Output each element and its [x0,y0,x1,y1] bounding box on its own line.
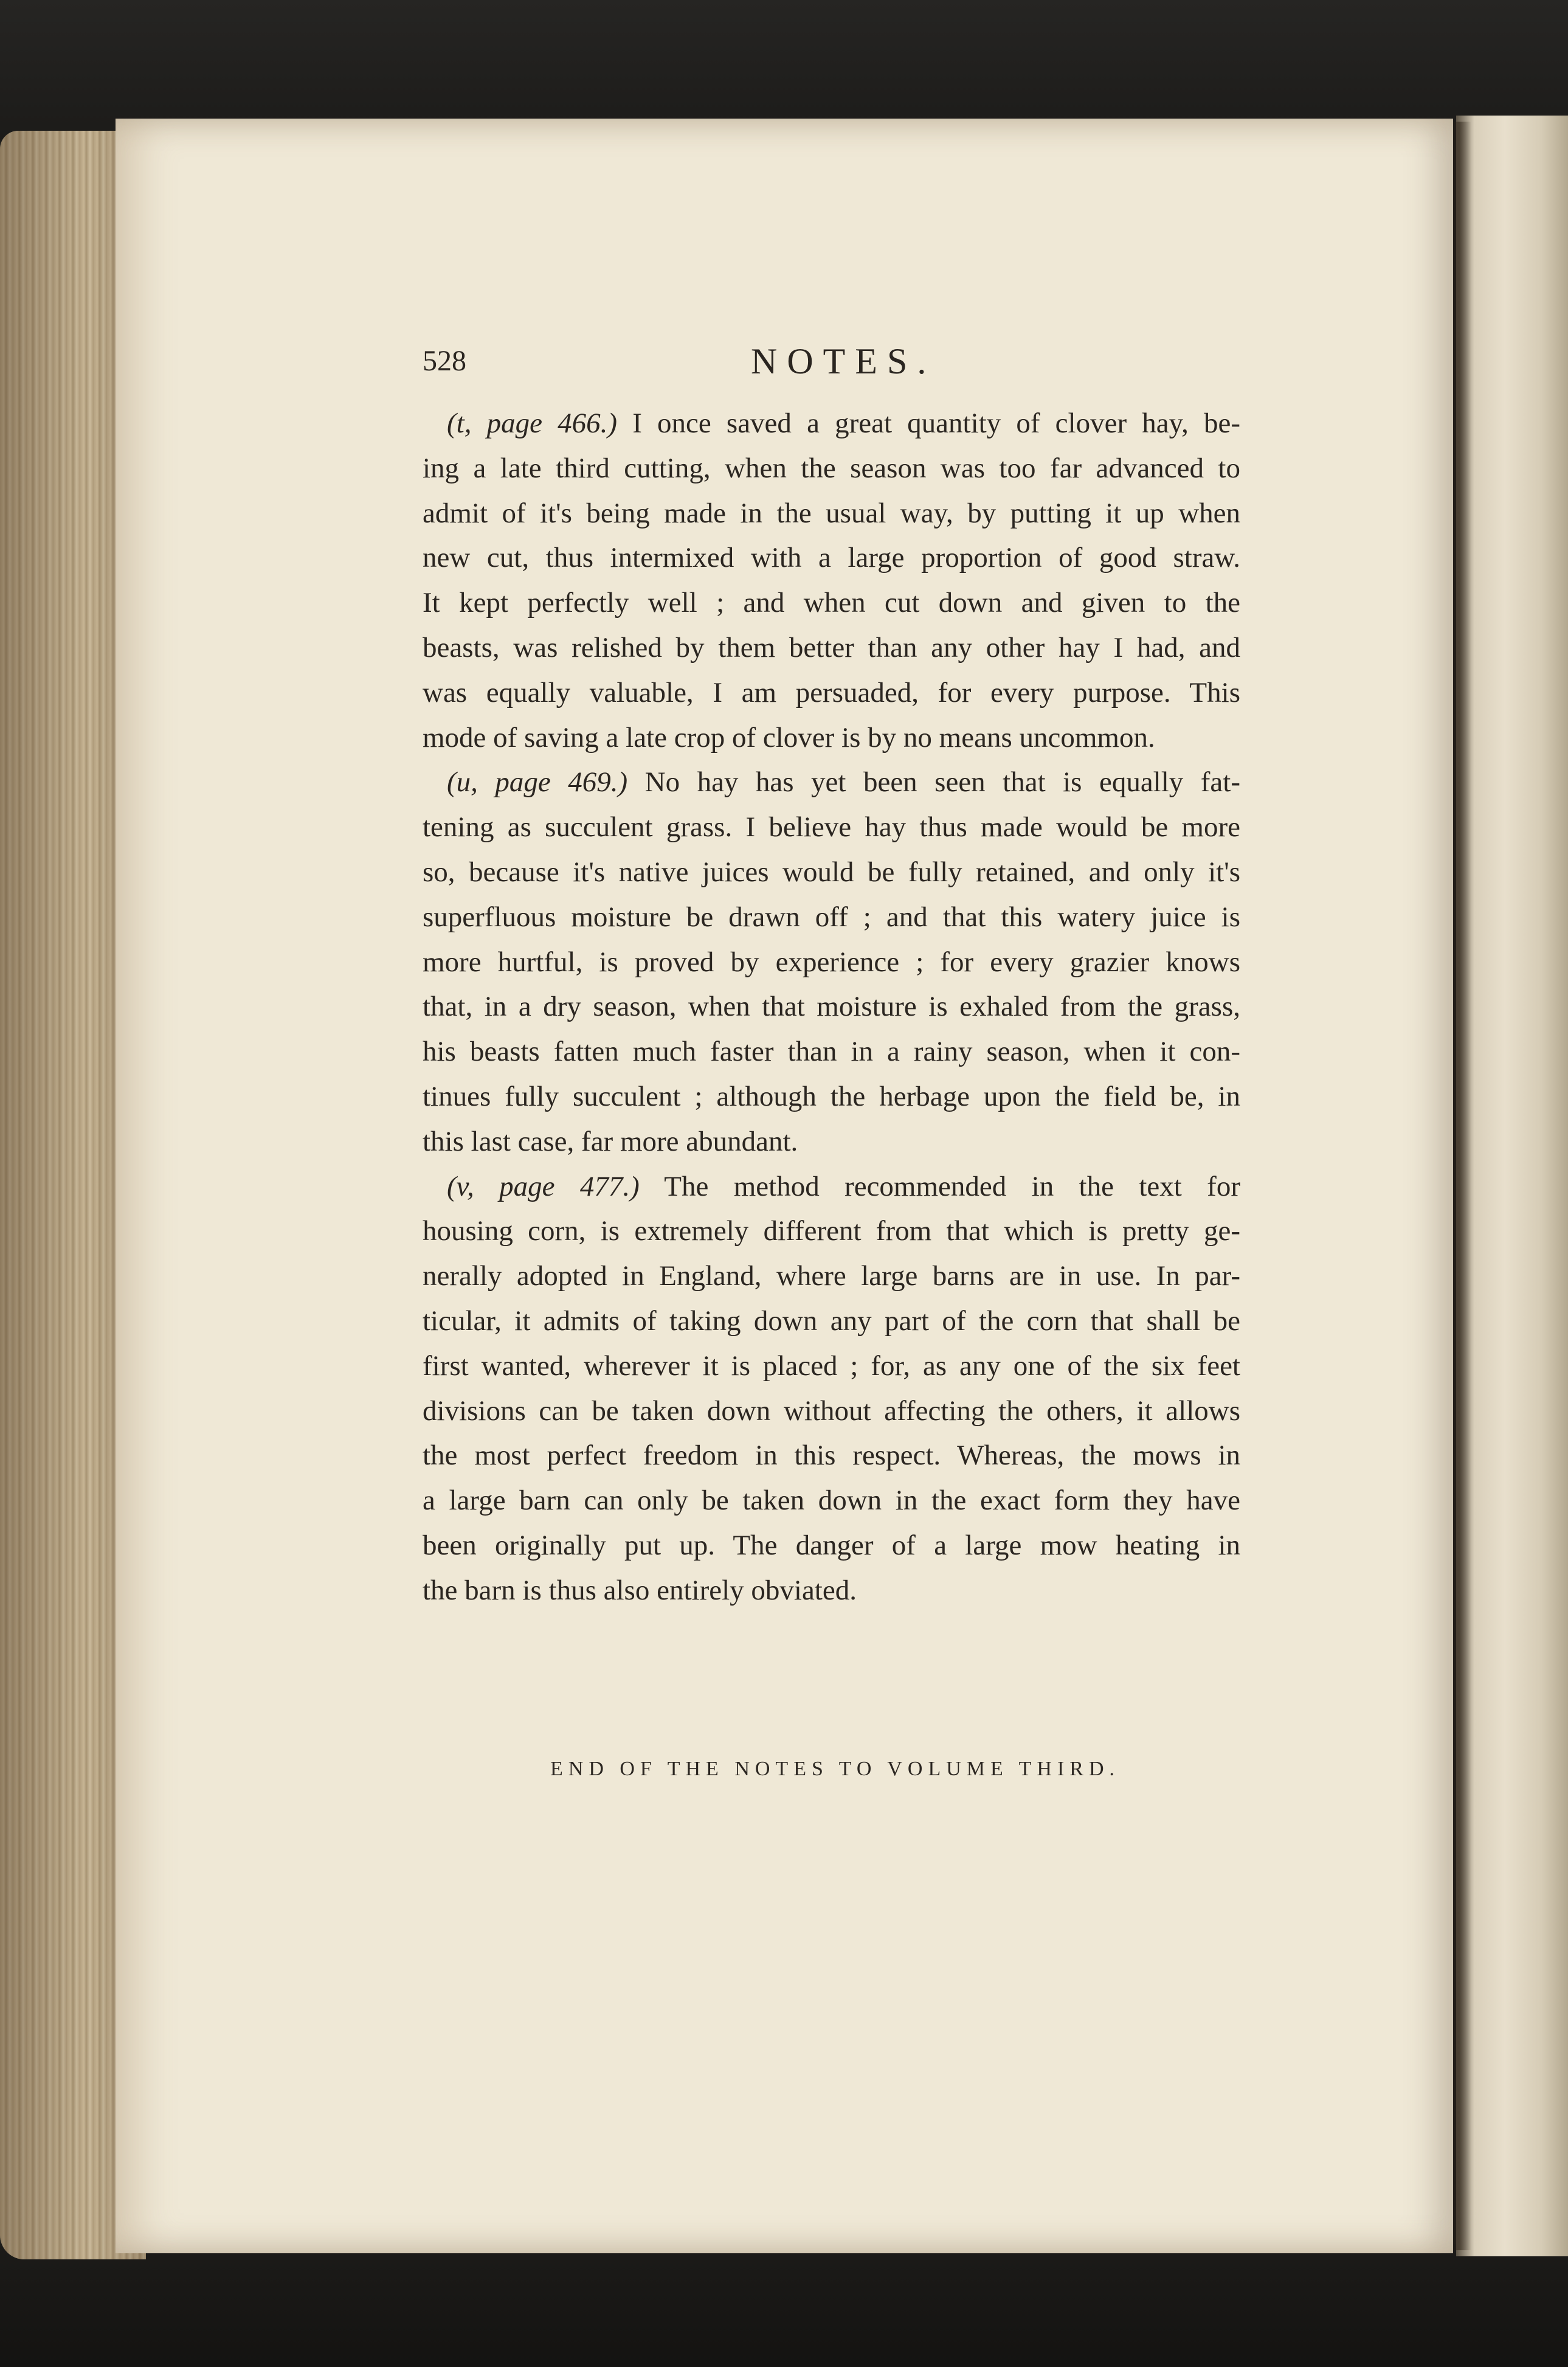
notes-body [423,401,1240,1613]
note-line: so, because it's native juices would be fully retained, and only it's [423,856,1240,888]
note-line: the most perfect freedom in this respect. Whereas, the mows in [423,1440,1240,1472]
note-line: a large barn can only be taken down in the exact form they have [423,1485,1240,1517]
note-line: beasts, was relished by them better than any other hay I had, and [423,631,1240,664]
background-bottom [0,2244,1568,2367]
note-line: (v, page 477.) The method recommended in the text for [447,1170,1240,1202]
note-line: tinues fully succulent ; although the herbage upon the field be, in [423,1080,1240,1112]
note-line: the barn is thus also entirely obviated. [423,1574,857,1606]
page-number: 528 [423,345,466,377]
note-reference: (v, page 477.) [447,1170,640,1202]
note-t [423,401,1240,760]
note-line: housing corn, is extremely different from that which is pretty ge- [423,1215,1240,1247]
note-line: that, in a dry season, when that moisture is exhaled from the grass, [423,991,1240,1023]
note-line: more hurtful, is proved by experience ; for every grazier knows [423,946,1240,978]
running-head: NOTES. [751,341,936,381]
page-header [423,341,970,389]
note-u [423,760,1240,1164]
note-v [423,1165,1240,1613]
note-line: nerally adopted in England, where large barns are in use. In par- [423,1260,1240,1292]
note-line: mode of saving a late crop of clover is by no means uncommon. [423,721,1155,754]
note-line: new cut, thus intermixed with a large proportion of good straw. [423,542,1240,574]
note-line: been originally put up. The danger of a large mow heating in [423,1529,1240,1561]
note-line: admit of it's being made in the usual way, by putting it up when [423,497,1240,529]
end-of-notes-line: END OF THE NOTES TO VOLUME THIRD. [550,1758,1121,1780]
note-line: first wanted, wherever it is placed ; for, as any one of the six feet [423,1350,1240,1382]
note-reference: (t, page 466.) [447,407,618,439]
note-line: (t, page 466.) I once saved a great quantity of clover hay, be- [447,407,1241,439]
note-line: ticular, it admits of taking down any part of the corn that shall be [423,1305,1240,1337]
note-line: (u, page 469.) No hay has yet been seen that is equally fat- [447,766,1241,799]
note-line: his beasts fatten much faster than in a rainy season, when it con- [423,1036,1240,1068]
note-line: was equally valuable, I am persuaded, for every purpose. This [423,676,1240,709]
note-line: ing a late third cutting, when the season was too far advanced to [423,452,1240,484]
note-line: It kept perfectly well ; and when cut down and given to the [423,587,1240,619]
facing-page-edge [1456,116,1568,2256]
note-line: superfluous moisture be drawn off ; and that this watery juice is [423,901,1240,933]
note-line: this last case, far more abundant. [423,1125,798,1157]
note-line: divisions can be taken down without affecting the others, it allows [423,1395,1240,1427]
note-reference: (u, page 469.) [447,766,628,799]
note-line: tening as succulent grass. I believe hay thus made would be more [423,811,1240,844]
